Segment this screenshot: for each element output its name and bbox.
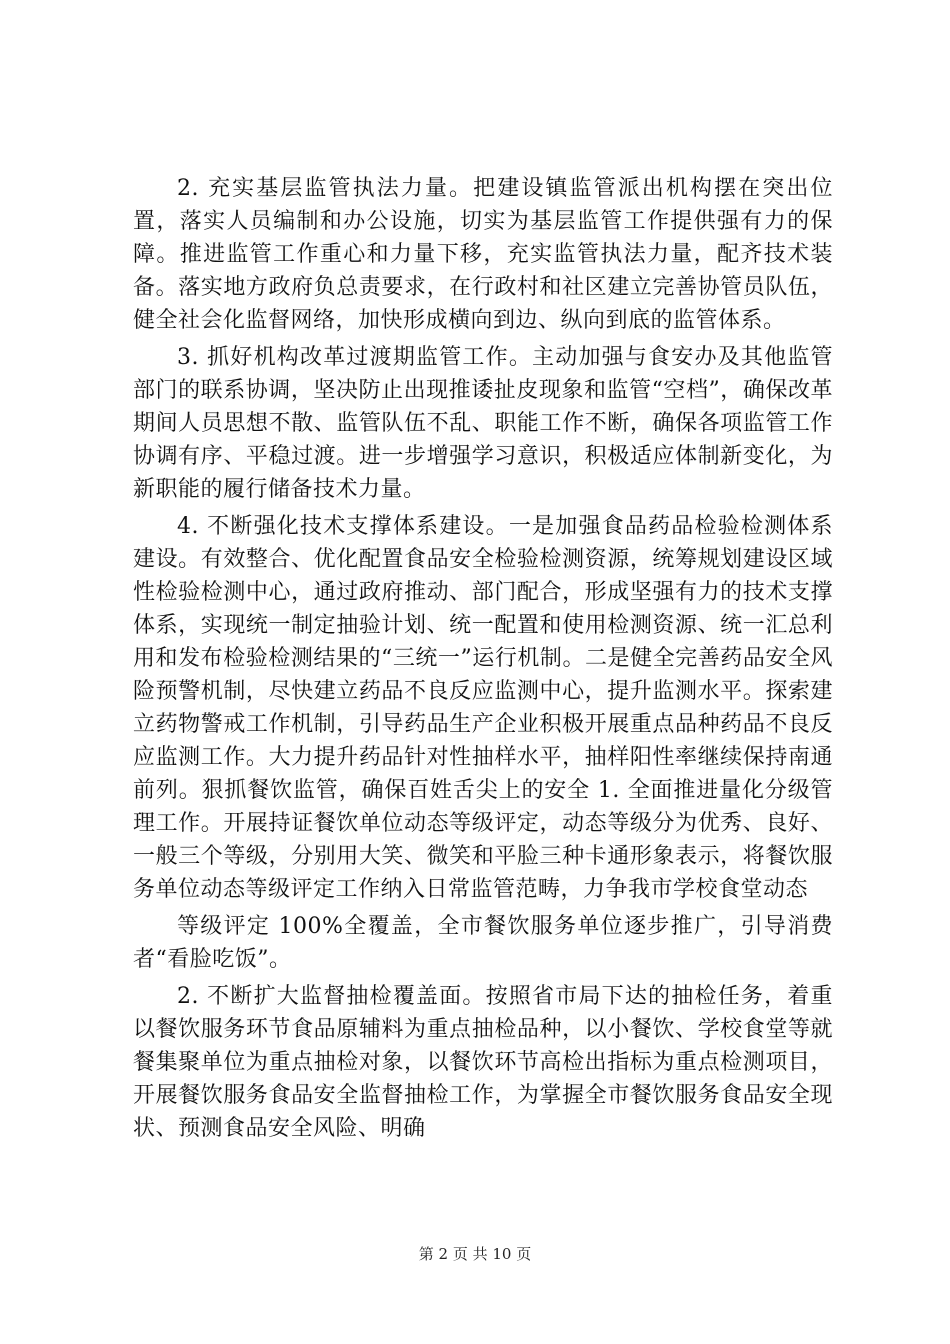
paragraph-grading-coverage: 等级评定 100%全覆盖，全市餐饮服务单位逐步推广，引导消费者“看脸吃饭”。	[133, 914, 833, 972]
paragraph-4-technical-support: 4. 不断强化技术支撑体系建设。一是加强食品药品检验检测体系建设。有效整合、优化配置食品安全检验检测资源，统筹规划建设区域性检验检测中心，通过政府推动、部门配合，形成坚强有力的技术支撑体系，实现统一制定抽验计划、统一配置和使用检测资源、统一汇总利用和发布检验检测结果的“三统一”运行机制。二是健全完善药品安全风险预警机制，尽快建立药品不良反应监测中心，提升监测水平。探索建立药物警戒工作机制，引导药品生产企业积极开展重点品种药品不良反应监测工作。大力提升药品针对性抽样水平，抽样阳性率继续保持南通前列。狠抓餐饮监管，确保百姓舌尖上的安全 1. 全面推进量化分级管理工作。开展持证餐饮单位动态等级评定，动态等级分为优秀、良好、一般三个等级，分别用大笑、微笑和平脸三种卡通形象表示，将餐饮服务单位动态等级评定工作纳入日常监管范畴，力争我市学校食堂动态	[133, 514, 833, 902]
paragraph-3-transition-supervision: 3. 抓好机构改革过渡期监管工作。主动加强与食安办及其他监管部门的联系协调，坚决防止出现推诿扯皮现象和监管“空档”，确保改革期间人员思想不散、监管队伍不乱、职能工作不断，确保各项监管工作协调有序、平稳过渡。进一步增强学习意识，积极适应体制新变化，为新职能的履行储备技术力量。	[133, 345, 833, 502]
document-body	[133, 172, 833, 1149]
page-number-footer: 第 2 页 共 10 页	[418, 1245, 532, 1263]
paragraph-2-sampling-coverage: 2. 不断扩大监督抽检覆盖面。按照省市局下达的抽检任务，着重以餐饮服务环节食品原辅料为重点抽检品种，以小餐饮、学校食堂等就餐集聚单位为重点抽检对象，以餐饮环节高检出指标为重点检测项目，开展餐饮服务食品安全监督抽检工作，为掌握全市餐饮服务食品安全现状、预测食品安全风险、明确	[133, 984, 833, 1141]
paragraph-2-grassroots-enforcement: 2. 充实基层监管执法力量。把建设镇监管派出机构摆在突出位置，落实人员编制和办公设施，切实为基层监管工作提供强有力的保障。推进监管工作重心和力量下移，充实监管执法力量，配齐技术装备。落实地方政府负总责要求，在行政村和社区建立完善协管员队伍，健全社会化监督网络，加快形成横向到边、纵向到底的监管体系。	[133, 176, 833, 333]
